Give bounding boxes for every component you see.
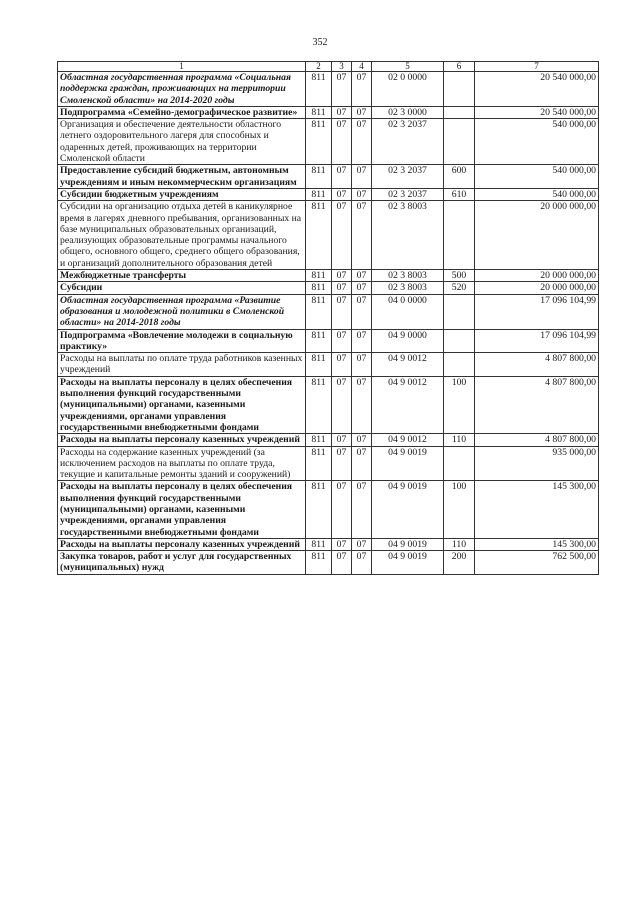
row-name-cell: Субсидии <box>58 282 306 294</box>
subsection-code-cell: 07 <box>352 119 372 165</box>
table-row <box>58 551 599 575</box>
target-article-cell: 02 3 0000 <box>372 106 444 118</box>
subsection-code-cell: 07 <box>352 165 372 189</box>
amount-cell: 540 000,00 <box>475 119 599 165</box>
target-article-cell: 02 3 8003 <box>372 270 444 282</box>
target-article-cell: 04 9 0019 <box>372 481 444 538</box>
column-header: 6 <box>444 62 475 72</box>
row-name-cell: Подпрограмма «Семейно-демографическое развитие» <box>58 106 306 118</box>
subsection-code-cell: 07 <box>352 353 372 377</box>
expense-type-cell <box>444 72 475 107</box>
amount-cell: 4 807 800,00 <box>475 376 599 433</box>
table-row <box>58 270 599 282</box>
amount-cell: 17 096 104,99 <box>475 294 599 329</box>
table-row <box>58 282 599 294</box>
expense-type-cell: 500 <box>444 270 475 282</box>
section-code-cell: 07 <box>332 434 352 446</box>
section-code-cell: 07 <box>332 165 352 189</box>
table-row <box>58 376 599 433</box>
column-header: 4 <box>352 62 372 72</box>
expense-type-cell: 100 <box>444 481 475 538</box>
section-code-cell: 07 <box>332 294 352 329</box>
row-name-cell: Расходы на выплаты персоналу казенных учреждений <box>58 434 306 446</box>
ministry-code-cell: 811 <box>306 282 332 294</box>
subsection-code-cell: 07 <box>352 446 372 481</box>
target-article-cell: 02 3 2037 <box>372 119 444 165</box>
table-header-row <box>58 62 599 72</box>
row-name-cell: Предоставление субсидий бюджетным, автономным учреждениям и иным некоммерческим организациям <box>58 165 306 189</box>
target-article-cell: 04 9 0019 <box>372 538 444 550</box>
target-article-cell: 04 9 0000 <box>372 329 444 353</box>
section-code-cell: 07 <box>332 538 352 550</box>
section-code-cell: 07 <box>332 270 352 282</box>
row-name-cell: Организация и обеспечение деятельности областного летнего оздоровительного лагеря для способных и одаренных детей, проживающих на территории Смоленской области <box>58 119 306 165</box>
page-number: 352 <box>312 37 328 48</box>
table-row <box>58 353 599 377</box>
expense-type-cell: 110 <box>444 538 475 550</box>
section-code-cell: 07 <box>332 446 352 481</box>
row-name-cell: Расходы на выплаты персоналу в целях обеспечения выполнения функций государственными (муниципальными) органами, казенными учреждениями, органами управления государственными внебюджетными фондами <box>58 376 306 433</box>
column-header: 5 <box>372 62 444 72</box>
table-row <box>58 106 599 118</box>
subsection-code-cell: 07 <box>352 434 372 446</box>
ministry-code-cell: 811 <box>306 201 332 270</box>
column-header: 1 <box>58 62 306 72</box>
table-row <box>58 294 599 329</box>
amount-cell: 20 540 000,00 <box>475 72 599 107</box>
ministry-code-cell: 811 <box>306 434 332 446</box>
section-code-cell: 07 <box>332 282 352 294</box>
amount-cell: 762 500,00 <box>475 551 599 575</box>
column-header: 7 <box>475 62 599 72</box>
table-row <box>58 201 599 270</box>
table-row <box>58 188 599 200</box>
subsection-code-cell: 07 <box>352 188 372 200</box>
target-article-cell: 02 0 0000 <box>372 72 444 107</box>
section-code-cell: 07 <box>332 119 352 165</box>
table-row <box>58 72 599 107</box>
target-article-cell: 04 9 0012 <box>372 376 444 433</box>
amount-cell: 20 000 000,00 <box>475 270 599 282</box>
target-article-cell: 04 9 0012 <box>372 353 444 377</box>
section-code-cell: 07 <box>332 72 352 107</box>
amount-cell: 20 000 000,00 <box>475 282 599 294</box>
section-code-cell: 07 <box>332 353 352 377</box>
expense-type-cell <box>444 106 475 118</box>
subsection-code-cell: 07 <box>352 201 372 270</box>
subsection-code-cell: 07 <box>352 294 372 329</box>
ministry-code-cell: 811 <box>306 446 332 481</box>
ministry-code-cell: 811 <box>306 165 332 189</box>
target-article-cell: 04 0 0000 <box>372 294 444 329</box>
amount-cell: 17 096 104,99 <box>475 329 599 353</box>
expense-type-cell: 100 <box>444 376 475 433</box>
ministry-code-cell: 811 <box>306 106 332 118</box>
amount-cell: 4 807 800,00 <box>475 353 599 377</box>
row-name-cell: Расходы на выплаты по оплате труда работников казенных учреждений <box>58 353 306 377</box>
row-name-cell: Расходы на выплаты персоналу казенных учреждений <box>58 538 306 550</box>
subsection-code-cell: 07 <box>352 72 372 107</box>
section-code-cell: 07 <box>332 106 352 118</box>
subsection-code-cell: 07 <box>352 270 372 282</box>
expense-type-cell <box>444 119 475 165</box>
table-row <box>58 434 599 446</box>
expense-type-cell: 200 <box>444 551 475 575</box>
ministry-code-cell: 811 <box>306 294 332 329</box>
target-article-cell: 04 9 0019 <box>372 446 444 481</box>
subsection-code-cell: 07 <box>352 376 372 433</box>
row-name-cell: Субсидии на организацию отдыха детей в каникулярное время в лагерях дневного пребывания, организованных на базе муниципальных образовательных организаций, реализующих образовательные программы начального общего, основного общего, среднего общего образования, и организаций дополнительного образования детей <box>58 201 306 270</box>
section-code-cell: 07 <box>332 481 352 538</box>
amount-cell: 4 807 800,00 <box>475 434 599 446</box>
table-row <box>58 538 599 550</box>
row-name-cell: Подпрограмма «Вовлечение молодежи в социальную практику» <box>58 329 306 353</box>
target-article-cell: 04 9 0012 <box>372 434 444 446</box>
row-name-cell: Расходы на выплаты персоналу в целях обеспечения выполнения функций государственными (муниципальными) органами, казенными учреждениями, органами управления государственными внебюджетными фондами <box>58 481 306 538</box>
table-row <box>58 329 599 353</box>
table-row <box>58 119 599 165</box>
expense-type-cell: 600 <box>444 165 475 189</box>
amount-cell: 935 000,00 <box>475 446 599 481</box>
target-article-cell: 02 3 2037 <box>372 188 444 200</box>
section-code-cell: 07 <box>332 188 352 200</box>
row-name-cell: Межбюджетные трансферты <box>58 270 306 282</box>
expense-type-cell <box>444 353 475 377</box>
target-article-cell: 02 3 8003 <box>372 201 444 270</box>
ministry-code-cell: 811 <box>306 551 332 575</box>
target-article-cell: 02 3 8003 <box>372 282 444 294</box>
amount-cell: 20 000 000,00 <box>475 201 599 270</box>
amount-cell: 20 540 000,00 <box>475 106 599 118</box>
ministry-code-cell: 811 <box>306 538 332 550</box>
expense-type-cell <box>444 201 475 270</box>
ministry-code-cell: 811 <box>306 376 332 433</box>
subsection-code-cell: 07 <box>352 481 372 538</box>
target-article-cell: 02 3 2037 <box>372 165 444 189</box>
expense-type-cell: 610 <box>444 188 475 200</box>
section-code-cell: 07 <box>332 201 352 270</box>
section-code-cell: 07 <box>332 551 352 575</box>
row-name-cell: Расходы на содержание казенных учреждений (за исключением расходов на выплаты по оплате труда, текущие и капитальные ремонты зданий и сооружений) <box>58 446 306 481</box>
table-row <box>58 165 599 189</box>
table-row <box>58 446 599 481</box>
expense-type-cell: 110 <box>444 434 475 446</box>
table-row <box>58 481 599 538</box>
ministry-code-cell: 811 <box>306 72 332 107</box>
ministry-code-cell: 811 <box>306 481 332 538</box>
ministry-code-cell: 811 <box>306 270 332 282</box>
subsection-code-cell: 07 <box>352 106 372 118</box>
target-article-cell: 04 9 0019 <box>372 551 444 575</box>
subsection-code-cell: 07 <box>352 551 372 575</box>
budget-table <box>57 61 599 575</box>
section-code-cell: 07 <box>332 376 352 433</box>
expense-type-cell: 520 <box>444 282 475 294</box>
column-header: 2 <box>306 62 332 72</box>
amount-cell: 540 000,00 <box>475 188 599 200</box>
ministry-code-cell: 811 <box>306 329 332 353</box>
subsection-code-cell: 07 <box>352 282 372 294</box>
ministry-code-cell: 811 <box>306 353 332 377</box>
subsection-code-cell: 07 <box>352 538 372 550</box>
amount-cell: 540 000,00 <box>475 165 599 189</box>
ministry-code-cell: 811 <box>306 188 332 200</box>
subsection-code-cell: 07 <box>352 329 372 353</box>
row-name-cell: Закупка товаров, работ и услуг для государственных (муниципальных) нужд <box>58 551 306 575</box>
table-body <box>58 62 599 575</box>
section-code-cell: 07 <box>332 329 352 353</box>
row-name-cell: Областная государственная программа «Развитие образования и молодежной политики в Смоленской области» на 2014-2018 годы <box>58 294 306 329</box>
column-header: 3 <box>332 62 352 72</box>
row-name-cell: Субсидии бюджетным учреждениям <box>58 188 306 200</box>
expense-type-cell <box>444 446 475 481</box>
expense-type-cell <box>444 294 475 329</box>
amount-cell: 145 300,00 <box>475 481 599 538</box>
row-name-cell: Областная государственная программа «Социальная поддержка граждан, проживающих на территории Смоленской области» на 2014-2020 годы <box>58 72 306 107</box>
ministry-code-cell: 811 <box>306 119 332 165</box>
expense-type-cell <box>444 329 475 353</box>
amount-cell: 145 300,00 <box>475 538 599 550</box>
